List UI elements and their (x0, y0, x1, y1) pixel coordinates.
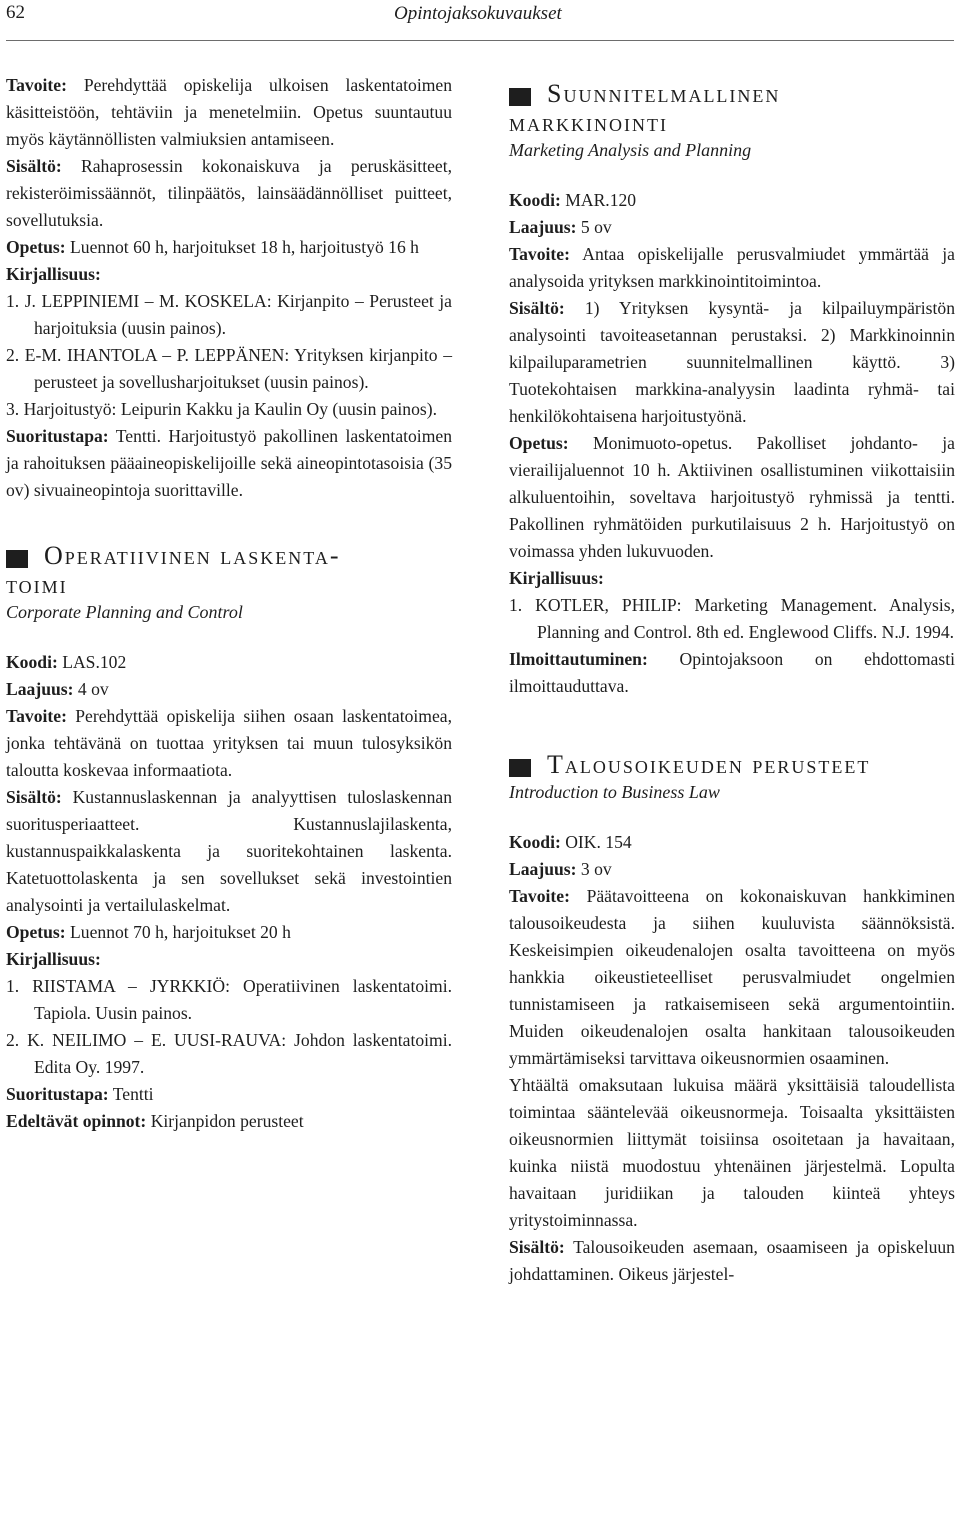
prev-kirjallisuus-label: Kirjallisuus: (6, 264, 101, 284)
section-title-operatiivinen: Operatiivinen laskenta- toimi (6, 541, 341, 599)
mark-tavoite: Tavoite: Antaa opiskelijalle perusvalmiudet ymmärtää ja analysoida yrityksen markkinointitoimintoa. (509, 244, 955, 291)
oper-suoritustapa: Suoritustapa: Tentti (6, 1084, 154, 1104)
section-title-en: Corporate Planning and Control (6, 602, 243, 622)
oper-koodi: Koodi: LAS.102 (6, 652, 127, 672)
mark-kirjallisuus-label: Kirjallisuus: (509, 568, 604, 588)
prev-opetus: Opetus: Luennot 60 h, harjoitukset 18 h, harjoitustyö 16 h (6, 237, 419, 257)
mark-ilmoittautuminen: Ilmoittautuminen: Opintojaksoon on ehdottomasti ilmoittauduttava. (509, 649, 955, 696)
page-number: 62 (6, 2, 25, 23)
section-marker (509, 88, 531, 106)
left-column (6, 72, 452, 1135)
oper-lit-item: 2. K. NEILIMO – E. UUSI-RAUVA: Johdon laskentatoimi. Edita Oy. 1997. (6, 1030, 452, 1077)
talous-tavoite: Tavoite: Päätavoitteena on kokonaiskuvan hankkiminen talousoikeudesta ja siihen kuuluvista säännöksistä. Keskeisimpien oikeudenalojen osalta tavoitteena on myös hankkia oikeustieteelliset perusvalmiudet ongelmien tunnistamiseen ja ratkaisemiseen sekä argumentointiin. Muiden oikeudenalojen osalta hankitaan talousoikeuden ymmärtämiseksi tarvittava oikeusnormien osaaminen. (509, 886, 955, 1068)
oper-lit-item: 1. RIISTAMA – JYRKKIÖ: Operatiivinen laskentatoimi. Tapiola. Uusin painos. (6, 976, 452, 1023)
section-title-talousoikeus: Talousoikeuden perusteet (509, 750, 955, 779)
oper-sisalto: Sisältö: Kustannuslaskennan ja analyyttisen tuloslaskennan suoritusperiaatteet. Kustannuslajilaskenta, kustannuspaikkalaskenta ja suoritekohtainen laskenta. Katetuottolaskenta ja sen sovellukset sekä investointien analysointi ja vertailulaskelmat. (6, 787, 452, 915)
talous-paragraph: Yhtäältä omaksutaan lukuisa määrä yksittäisiä taloudellista toimintaa sääntelevää oikeusnormeja. Toisaalta yksittäisten oikeusnormien liittymät toisiinsa osoitetaan ja havaitaan, kuinka niistä muodostuu yhtenäinen järjestelmä. Lopulta havaitaan juridiikan ja talouden kiinteä yhteys yritystoiminnassa. (509, 1075, 955, 1230)
oper-laajuus: Laajuus: 4 ov (6, 679, 109, 699)
prev-sisalto: Sisältö: Rahaprosessin kokonaiskuva ja peruskäsitteet, rekisteröimissäännöt, tilinpäätös, lainsäädännölliset puitteet, sovellutuksia. (6, 156, 452, 230)
oper-kirjallisuus-label: Kirjallisuus: (6, 949, 101, 969)
mark-laajuus: Laajuus: 5 ov (509, 217, 612, 237)
prev-suoritustapa: Suoritustapa: Tentti. Harjoitustyö pakollinen laskentatoimen ja rahoituksen pääaineopiskelijoille sekä aineopintotasoisia (35 ov) sivuaineopintoja suorittaville. (6, 426, 452, 500)
talous-koodi: Koodi: OIK. 154 (509, 832, 632, 852)
page-header (6, 0, 954, 41)
talous-sisalto: Sisältö: Talousoikeuden asemaan, osaamiseen ja opiskeluun johdattaminen. Oikeus järjestel- (509, 1237, 955, 1284)
oper-opetus: Opetus: Luennot 70 h, harjoitukset 20 h (6, 922, 291, 942)
prev-lit-item: 3. Harjoitustyö: Leipurin Kakku ja Kaulin Oy (uusin painos). (6, 399, 437, 419)
mark-opetus: Opetus: Monimuoto-opetus. Pakolliset johdanto- ja vierailijaluennot 10 h. Aktiivinen osallistuminen viikottaisiin alkuluentoihin, soveltava harjoitustyö ryhmissä ja tentti. Pakollinen ryhmätöiden purkutilaisuus 2 h. Harjoitustyö on voimassa yhden lukuvuoden. (509, 433, 955, 561)
section-marker (6, 550, 28, 568)
talous-laajuus: Laajuus: 3 ov (509, 859, 612, 879)
oper-tavoite: Tavoite: Perehdyttää opiskelija siihen osaan laskentatoimea, jonka tehtävänä on tuottaa yrityksen tai muun tulosyksikön taloutta koskevaa informaatiota. (6, 706, 452, 780)
mark-sisalto: Sisältö: 1) Yrityksen kysyntä- ja kilpailuympäristön analysointi tavoiteasetannan perustaksi. 2) Markkinoinnin kilpailuparametrien suunnitelmallinen käyttö. 3) Tuotekohtaisen markkina-analyysin laadinta ryhmä- tai henkilökohtaisena harjoitustyönä. (509, 298, 955, 426)
right-column (509, 72, 955, 1288)
section-title-en: Introduction to Business Law (509, 782, 720, 802)
running-title: Opintojaksokuvaukset (394, 3, 562, 24)
prev-lit-item: 1. J. LEPPINIEMI – M. KOSKELA: Kirjanpito – Perusteet ja harjoituksia (uusin painos). (6, 291, 452, 338)
section-title-markkinointi: Suunnitelmallinen markkinointi (509, 79, 781, 137)
prev-lit-item: 2. E-M. IHANTOLA – P. LEPPÄNEN: Yrityksen kirjanpito – perusteet ja sovellusharjoitukset (uusin painos). (6, 345, 452, 392)
mark-koodi: Koodi: MAR.120 (509, 190, 637, 210)
section-marker (509, 759, 531, 777)
mark-lit-item: 1. KOTLER, PHILIP: Marketing Management. Analysis, Planning and Control. 8th ed. Englewood Cliffs. N.J. 1994. (509, 595, 955, 642)
oper-edeltavat: Edeltävät opinnot: Kirjanpidon perusteet (6, 1111, 304, 1131)
section-title-en: Marketing Analysis and Planning (509, 140, 752, 160)
prev-tavoite: Tavoite: Perehdyttää opiskelija ulkoisen laskentatoimen käsitteistöön, tehtäviin ja menetelmiin. Opetus suuntautuu myös käytännöllisten valmiuksien antamiseen. (6, 75, 452, 149)
